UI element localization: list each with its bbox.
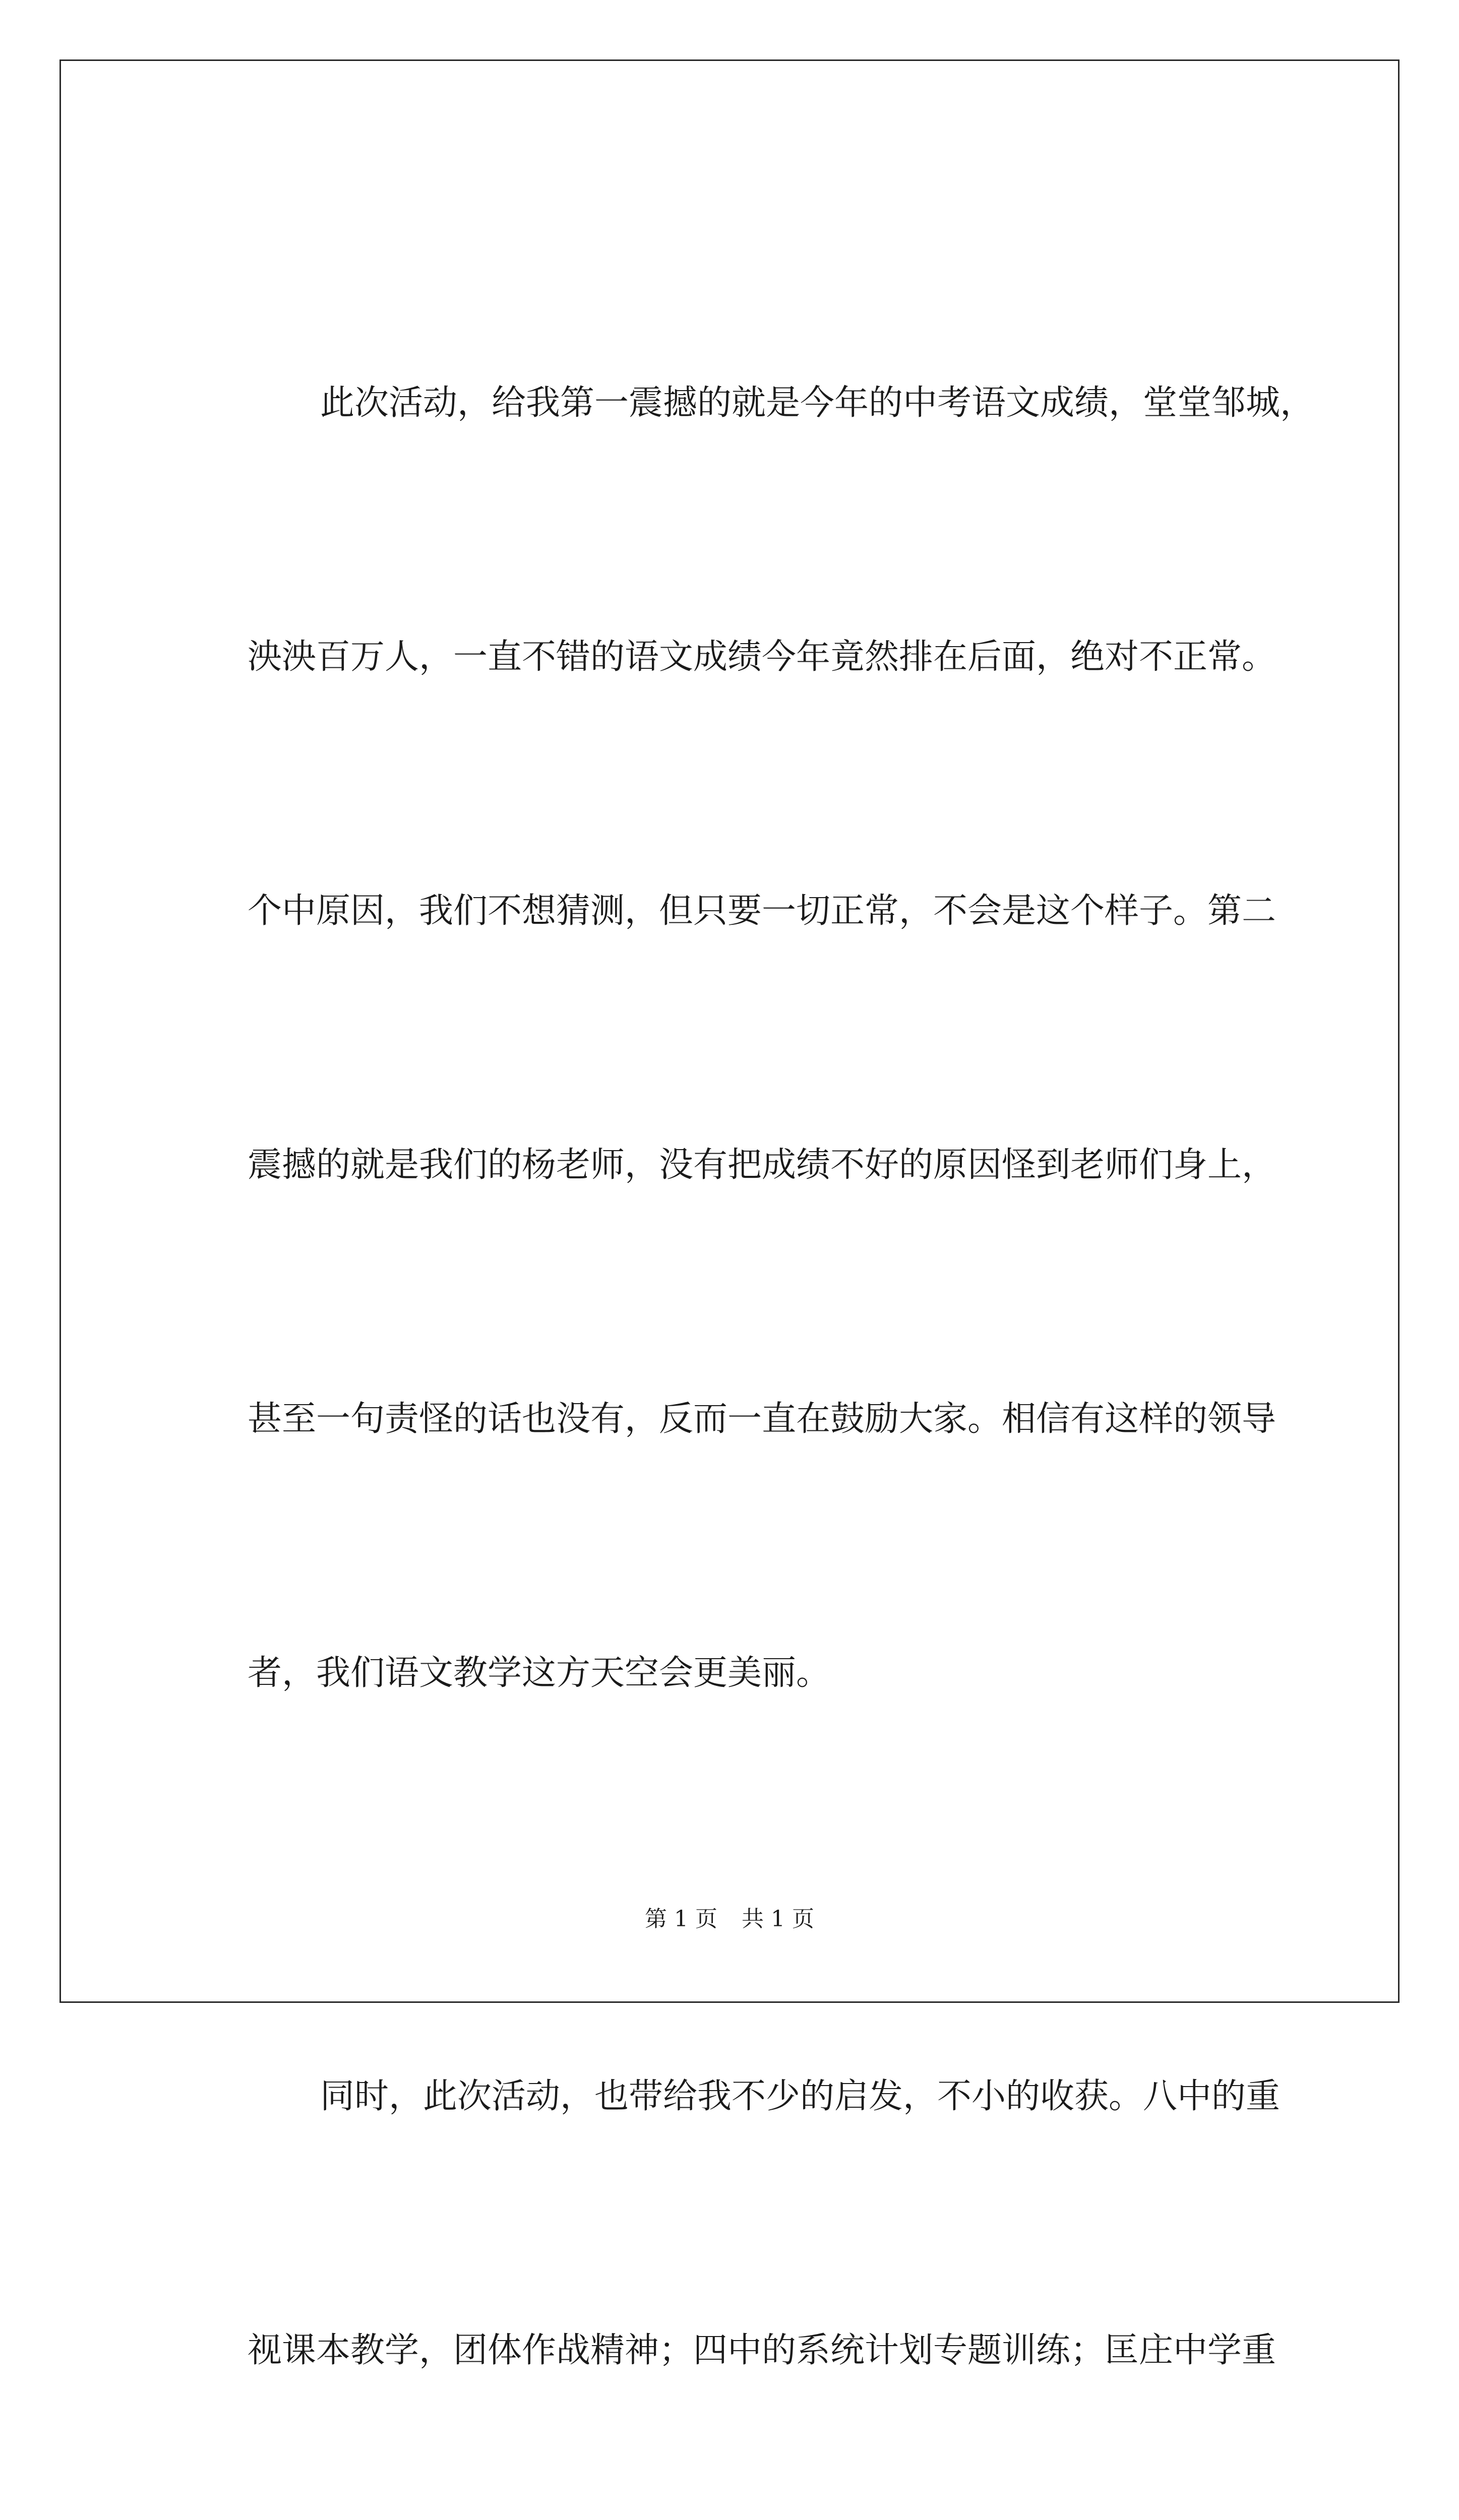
text-line: 甚至一句责怪的话也没有，反而一直在鼓励大家。相信有这样的领导 bbox=[248, 1399, 1276, 1439]
page-number-total: 共 1 页 bbox=[742, 1906, 814, 1932]
text-line: 同时，此次活动，也带给我不少的启发，不小的收获。八中的重 bbox=[320, 2076, 1281, 2116]
text-line: 震撼的就是我们的杨老师，没有把成绩不好的原因怪到老师们身上， bbox=[248, 1145, 1276, 1185]
document-body bbox=[179, 192, 1315, 2520]
text-line: 个中原因，我们不想猜测，但只要一切正常，不会是这个样子。第二 bbox=[248, 891, 1276, 931]
text-line: 视课本教学，团体作战精神；四中的系统计划专题训练；匡庄中学重 bbox=[248, 2330, 1276, 2370]
page-footer bbox=[0, 1904, 1459, 1934]
text-line: 者，我们语文教学这方天空会更美丽。 bbox=[248, 1653, 831, 1693]
paragraph-2 bbox=[179, 1885, 1288, 2520]
paragraph-1 bbox=[179, 192, 1315, 1885]
text-line: 泱泱百万人，一直不错的语文成绩今年竟然排在后面，绝对不正常。 bbox=[248, 637, 1276, 677]
text-line: 此次活动，给我第一震撼的就是今年的中考语文成绩，堂堂邹城， bbox=[320, 383, 1315, 423]
page-number-current: 第 1 页 bbox=[645, 1906, 717, 1932]
